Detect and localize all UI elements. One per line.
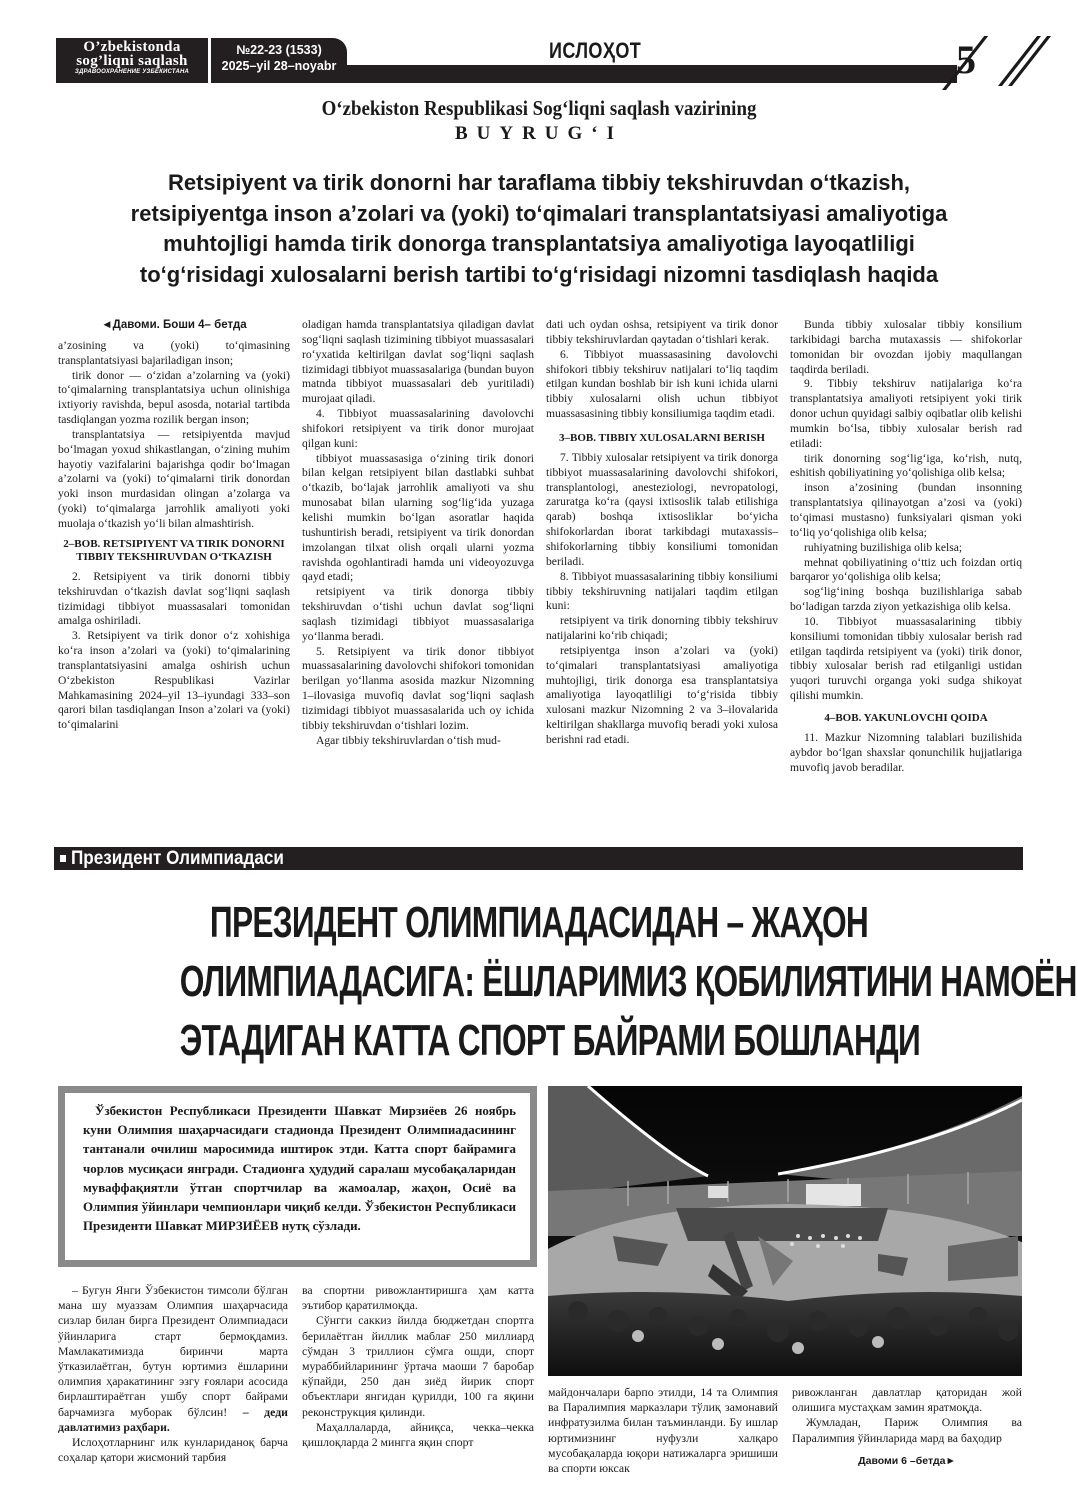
paragraph: 6. Tibbiyot muassasasining davolovchi shifokori tibbiy tekshiruv natijalari to‘liq taqdim etilgan kundan boshlab bir ish kuni ichida ularni tibbiy xulosalarni olish uchun tibbiyot muassasasining tibbiy konsiliumiga taqdim etadi. [546, 347, 778, 421]
continued-from-link[interactable]: ◄Давоми. Боши 4– бетда [101, 319, 247, 331]
article-column-4 [792, 1385, 1022, 1469]
chapter-heading: 4–BOB. YAKUNLOVCHI QOIDA [824, 711, 988, 724]
paragraph: Agar tibbiy tekshiruvlardan o‘tish mud- [316, 733, 501, 747]
decree-column-3 [546, 318, 778, 748]
headline-line: ПРЕЗИДЕНТ ОЛИМПИАДАСИДАН – ЖАҲОН [209, 898, 869, 947]
paragraph: a’zosining va (yoki) to‘qimasining transplantatsiyasi bajariladigan inson; [58, 338, 290, 367]
paragraph: retsipiyent va tirik donorga tibbiy tekshiruvdan o‘tishi uchun davlat sog‘liqni saqlash tizimidagi tibbiyot muassasalariga yo‘llanma beradi. [302, 585, 534, 643]
rubric-bar [54, 847, 1023, 870]
article-column-1 [58, 1283, 288, 1465]
paragraph: Жумладан, Париж Олимпия ва Паралимпия ўйинларида мард ва баҳодир [792, 1415, 1022, 1445]
quote-attribution: – деди давлатимиз раҳбари. [58, 1404, 288, 1434]
paragraph: майдончалари барпо этилди, 14 та Олимпия ва Паралимпия марказлари тўлиқ замонавий инфратузилма билан таъминланди. Бу ишлар юртимизнинг нуфузли халқаро мусобақаларда юқори натижаларга эришиши ва спорти юксак [548, 1385, 778, 1476]
decree-column-2 [302, 318, 534, 748]
logo-line-1: O’zbekistonda [83, 39, 181, 55]
chapter-heading: 3–BOB. TIBBIY XULOSALARNI BERISH [558, 431, 765, 444]
newspaper-logo[interactable] [56, 38, 208, 83]
paragraph: tibbiyot muassasasiga o‘zining tirik donori bilan kelgan retsipiyent bilan dastlabki suhbat o‘tkazib, bo‘lajak jarrohlik amaliyoti va shu munosabat bilan ularning sog‘lig‘ida yuzaga kelishi mumkin bo‘lgan asoratlar haqida tushuntirish beradi, retsipiyent va tirik donordan imzolangan tilxat olish orqali ularni yozma ravishda ogohlantiradi hamda uni videoyozuvga qayd etadi; [302, 451, 534, 584]
paragraph: retsipiyent va tirik donorning tibbiy tekshiruv natijalarini ko‘rib chiqadi; [546, 614, 778, 643]
decree-column-4 [790, 318, 1022, 775]
article-column-3 [548, 1385, 778, 1476]
paragraph: Bunda tibbiy xulosalar tibbiy konsilium tarkibidagi barcha mutaxassis — shifokorlar tomonidan bir ovozdan ijobiy maqullangan taqdirda beriladi. [790, 318, 1022, 376]
decree-title [40, 168, 1038, 290]
paragraph: ривожланган давлатлар қаторидан жой олишига мустаҳкам замин яратмоқда. [792, 1385, 1022, 1415]
paragraph: 11. Mazkur Nizomning talablari buzilishida aybdor bo‘lgan shaxslar qonunchilik hujjatlariga muvofiq javob beradilar. [790, 730, 1022, 774]
lead-box [58, 1086, 537, 1267]
paragraph: 8. Tibbiyot muassasalarining tibbiy konsiliumi tibbiy tekshiruvning natijalari taqdim etilgan kuni: [546, 569, 778, 613]
issue-info [211, 38, 347, 83]
paragraph: tirik donor — o‘zidan a’zolarning va (yoki) to‘qimalarning transplantatsiya uchun olinishiga ixtiyoriy ravishda, bepul asosda, notarial tartibda tasdiqlangan yozma rozilik bergan inson; [58, 368, 290, 427]
paragraph: ва спортни ривожлантиришга ҳам катта эътибор қаратилмоқда. [302, 1283, 534, 1313]
paragraph: 4. Tibbiyot muassasalarining davolovchi shifokori retsipiyent va tirik donor murojaat qilgan kuni: [302, 407, 534, 450]
paragraph: dati uch oydan oshsa, retsipiyent va tirik donor tibbiy tekshiruvlardan qaytadan o‘tishlari kerak. [546, 318, 778, 346]
paragraph: transplantatsiya — retsipiyentda mavjud bo‘lmagan yoxud shikastlangan, o‘zining muhim hayotiy vazifalarini bajarishga qodir bo‘lmagan a’zolarni va (yoki) to‘qimalarni tirik donordan yoki inson murdasidan olingan a’zolarga va (yoki) to‘qimalarga jarrohlik amaliyoti yoki muolaja o‘tkazish yo‘li bilan almashtirish. [58, 427, 290, 530]
decree-column-1 [58, 318, 290, 733]
square-bullet-icon [60, 855, 66, 862]
quote-text: – Бугун Янги Ўзбекистон тимсоли бўлган мана шу муаззам Олимпия шаҳарчасида сизлар билан бирга Президент Олимпиадаси ўйинларига старт бермоқдамиз. Мамлакатимизда биринчи марта ўтказилаётган, бутун юртимиз ёшларини олимпия ҳаракатининг эзгу ғоялари асосида бирлаштираётган ушбу спорт байрами барчамизга муборак бўлсин! [58, 1283, 288, 1419]
paragraph: 3. Retsipiyent va tirik donor o‘z xohishiga ko‘ra inson a’zolari va (yoki) to‘qimalarining transplantatsiyasini amalga oshirish uchun O‘zbekiston Respublikasi Vazirlar Mahkamasining 2024–yil 13–iyundagi 333–son qarori bilan tasdiqlangan Inson a’zolari va (yoki) to‘qimalarini [58, 629, 290, 732]
paragraph: ruhiyatning buzilishiga olib kelsa; [804, 540, 963, 554]
lead-text: Ўзбекистон Республикаси Президенти Шавкат Мирзиёев 26 ноябрь куни Олимпия шаҳарчасидаги стадионда Президент Олимпиадасининг тантанали очилиш маросимида иштирок этди. Катта спорт байрамига чорлов мусиқаси янгради. Стадионга ҳудудий саралаш мусобақаларидан муваффақиятли ўтган спортчилар ва жамоалар, жаҳон, Осиё ва Олимпия ўйинлари чемпионлари чиқиб келди. Ўзбекистон Республикаси Президенти Шавкат МИРЗИЁЕВ нутқ сўзлади. [83, 1104, 516, 1234]
paragraph: sog‘lig‘ining boshqa buzilishlariga sabab bo‘ladigan tarzda ziyon yetkazishiga olib kelsa. [790, 585, 1022, 614]
continued-to-link[interactable]: Давоми 6 –бетда► [858, 1454, 956, 1467]
decree-issuer: O‘zbekiston Respublikasi Sog‘liqni saqlash vazirining [321, 96, 757, 120]
slash-decoration [998, 36, 1041, 86]
article-column-2 [302, 1283, 534, 1450]
paragraph: 5. Retsipiyent va tirik donor tibbiyot muassasalarining davolovchi shifokori tomonidan berilgan yo‘llanma asosida mazkur Nizomning 1–ilovasiga muvofiq davlat sog‘liqni saqlash tizimidagi tibbiyot muassasalarida uch oy ichida tibbiy tekshiruvdan o‘tishlari lozim. [302, 644, 534, 732]
logo-line-2: sog’liqni saqlash [76, 53, 188, 69]
masthead [56, 38, 1026, 86]
stadium-image-icon [548, 1086, 1022, 1376]
decree-title-line: Retsipiyent va tirik donorni har taraflama tibbiy tekshiruvdan o‘tkazish, [167, 170, 911, 195]
page-number: 5 [956, 37, 976, 82]
paragraph: inson a’zosining (bundan insonning transplantatsiya qilinayotgan a’zosi va (yoki) to‘qimasi mustasno) funksiyalari qisman yoki to‘liq yo‘qolishiga olib kelsa; [790, 481, 1022, 539]
decree-type: BUYRUG‘I [454, 123, 624, 144]
paragraph: retsipiyentga inson a’zolari va (yoki) to‘qimalari transplantatsiyasi amaliyotiga muhtojligi, tirik donorga esa transplantatsiya amaliyotiga layoqatliligi to‘g‘risida tibbiy xulosani mazkur Nizomning 2 va 3–ilovalarida keltirilgan shakllarga muvofiq beradi yoki xulosa berishni rad etadi. [546, 643, 778, 746]
decree-title-line: muhtojligi hamda tirik donorga transplantatsiya amaliyotiga layoqatliligi [163, 231, 915, 256]
paragraph: 2. Retsipiyent va tirik donorni tibbiy tekshiruvdan o‘tkazish davlat sog‘liqni saqlash tizimidagi tibbiyot muassasalari tomonidan amalga oshiriladi. [58, 569, 290, 628]
decree-title-line: to‘g‘risidagi xulosalarni berish tartibi to‘g‘risidagi nizomni tasdiqlash haqida [139, 261, 939, 287]
chapter-heading: 2–BOB. RETSIPIYENT VA TIRIK DONORNI TIBBIY TEKSHIRUVDAN O‘TKAZISH [63, 537, 285, 563]
stadium-photo[interactable] [548, 1086, 1022, 1376]
logo-subtitle: ЗДРАВООХРАНЕНИЕ УЗБЕКИСТАНА [74, 69, 190, 75]
headline-line: ОЛИМПИАДАСИГА: ЁШЛАРИМИЗ ҚОБИЛИЯТИНИ НАМОЁН [179, 957, 1077, 1006]
paragraph: Сўнгги саккиз йилда бюджетдан спортга берилаётган йиллик маблағ 250 миллиард сўмдан 3 триллион сўмга ошди, спорт мураббийларининг ўртача маоши 7 баробар кўпайди, 250 дан зиёд йирик спорт объектлари янгидан қурилди, 100 га яқини реконструкция қилинди. [302, 1313, 534, 1419]
paragraph: tirik donorning sog‘lig‘iga, ko‘rish, nutq, eshitish qobiliyatining yo‘qolishiga olib kelsa; [790, 451, 1022, 480]
paragraph [58, 1283, 288, 1435]
section-title: ИСЛОҲОТ [549, 38, 642, 63]
issue-date: 2025–yil 28–noyabr [221, 59, 337, 73]
paragraph: 7. Tibbiy xulosalar retsipiyent va tirik donorga tibbiyot muassasalarining davolovchi shifokori, transplantologi, anesteziologi, nevropatologi, zaruratga ko‘ra (qaysi ixtisoslik talab etilishiga qarab) boshqa ixtisosliklar bo‘yicha shifokorlardan iborat tarkibdagi mutaxassis–shifokorlarning tibbiy konsiliumi tomonidan beriladi. [546, 450, 778, 568]
decree-title-line: retsipiyentga inson a’zolari va (yoki) to‘qimalari transplantatsiyasi amaliyotiga [130, 200, 948, 226]
masthead-rule [347, 65, 957, 83]
rubric-title: Президент Олимпиадаси [71, 848, 284, 869]
paragraph: Ислоҳотларнинг илк кунлариданоқ барча соҳалар қатори жисмоний тарбия [58, 1435, 288, 1465]
paragraph: mehnat qobiliyatining o‘ttiz uch foizdan ortiq barqaror yo‘qolishiga olib kelsa; [790, 555, 1022, 584]
issue-number: №22-23 (1533) [236, 43, 322, 57]
paragraph: oladigan hamda transplantatsiya qiladigan davlat sog‘liqni saqlash tizimining tibbiyot muassasalari ro‘yxatida keltirilgan davlat sog‘liqni saqlash tizimidagi tibbiyot muassasalariga (bundan buyon matnda tibbiyot muassasalari deb yuritiladi) murojaat qiladi. [302, 318, 534, 406]
headline-line: ЭТАДИГАН КАТТА СПОРТ БАЙРАМИ БОШЛАНДИ [179, 1016, 921, 1065]
paragraph: Маҳаллаларда, айниқса, чекка–чекка қишлоқларда 2 мингга яқин спорт [302, 1419, 534, 1450]
paragraph: 10. Tibbiyot muassasalarining tibbiy konsiliumi tomonidan tibbiy xulosalar berish rad etilgan taqdirda retsipiyent va (yoki) tirik donor, tibbiy xulosalar berish rad etilganligi ustidan yuqori turuvchi organga yoki sudga shikoyat qilishi mumkin. [790, 614, 1022, 703]
paragraph: 9. Tibbiy tekshiruv natijalariga ko‘ra transplantatsiya amaliyoti retsipiyent yoki tirik donor uchun quyidagi salbiy oqibatlar olib kelishi mumkin bo‘lsa, tibbiy xulosalar berish rad etiladi: [790, 377, 1022, 450]
article-headline [40, 893, 1077, 1070]
page-number-badge [934, 36, 1026, 86]
